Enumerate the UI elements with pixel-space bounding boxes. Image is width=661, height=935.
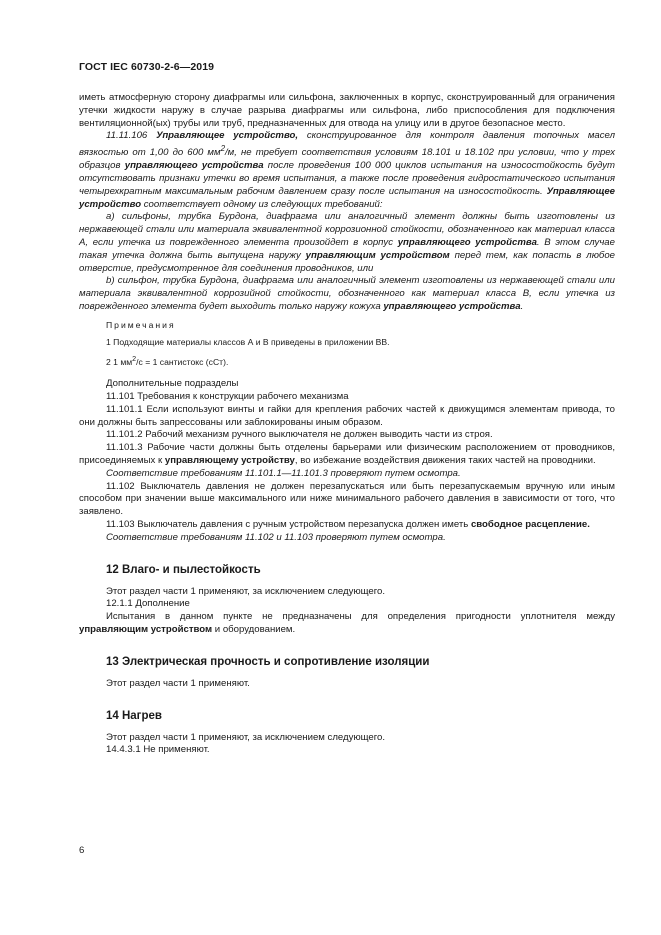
note-1: 1 Подходящие материалы классов А и В приведены в приложении ВВ. (106, 336, 390, 347)
section-14-4-3-1: 14.4.3.1 Не применяют. (106, 744, 210, 756)
conformity-2: Соответствие требованиям 11.102 и 11.103 проверяют путем осмотра. (106, 531, 446, 543)
section-12-1-1: 12.1.1 Дополнение (106, 598, 190, 610)
section-12-text: Испытания в данном пункте не предназначены для определения пригодности уплотнителя между управляющим устройством и оборудованием. (79, 611, 615, 635)
additional-subsections: Дополнительные подразделы (106, 378, 239, 390)
item-a: a) сильфоны, трубка Бурдона, диафрагма или аналогичный элемент должны быть изготовлены из нержавеющей стали или материала эквивалентной коррозионной стойкости, обозначенного как материал класса А, если утечка из поврежденного элемента произойдет в корпус управляющего устройства. В этом случае такая утечка должна быть выпущена наружу управляющим устройством перед тем, как попасть в любое отверстие, предусмотренное для соединения проводников, или (79, 211, 615, 274)
paragraph-11-101: 11.101 Требования к конструкции рабочего механизма (106, 391, 349, 402)
section-14-title: 14 Нагрев (106, 709, 162, 722)
paragraph-continuation: иметь атмосферную сторону диафрагмы или сильфона, заключенных в корпус, сконструированный для ограничения утечки жидкости наружу в случае разрыва диафрагмы или сильфона, либо приспособления для подключения вентиляционной(ых) трубы или труб, предназначенных для отвода на улицу или в другое безопасное место. (79, 92, 615, 129)
section-13-intro: Этот раздел части 1 применяют. (106, 677, 250, 689)
page-number: 6 (79, 845, 85, 856)
section-14-intro: Этот раздел части 1 применяют, за исключением следующего. (106, 731, 386, 743)
document-body (79, 92, 615, 757)
notes-title: Примечания (106, 319, 176, 330)
paragraph-11-102: 11.102 Выключатель давления не должен перезапускаться или быть перезапускаемым вручную или иным способом при значении выше максимального или ниже минимального рабочего давления в зависимости от того, что заявлено. (79, 480, 615, 518)
paragraph-11-103: 11.103 Выключатель давления с ручным устройством перезапуска должен иметь свободное расцепление. (106, 518, 590, 530)
conformity-1: Соответствие требованиям 11.101.1—11.101.3 проверяют путем осмотра. (106, 467, 461, 479)
paragraph-11-101-3: 11.101.3 Рабочие части должны быть отделены барьерами или физическим расположением от проводников, присоединяемых к управляющему устройству, во избежание воздействия движения таких частей на проводники. (79, 442, 615, 466)
paragraph-11-101-1: 11.101.1 Если используют винты и гайки для крепления рабочих частей к движущимся элементам привода, то они должны быть запрессованы или заблокированы иным образом. (79, 403, 615, 428)
paragraph-11-101-2: 11.101.2 Рабочий механизм ручного выключателя не должен выводить части из строя. (106, 429, 493, 441)
section-12-intro: Этот раздел части 1 применяют, за исключением следующего. (106, 585, 386, 597)
note-2: 2 1 $мм^2/с = 1$ сантистокс (сСт). (106, 355, 229, 367)
item-b: b) сильфон, трубка Бурдона, диафрагма или аналогичный элемент изготовлены из нержавеющей стали или материала эквивалентной коррозийной стойкости, обозначенного как материал класса В, если утечка из поврежденного элемента будет выходить только наружу кожуха управляющего устройства. (79, 275, 615, 312)
document-header: ГОСТ IEC 60730-2-6—2019 (79, 61, 215, 73)
section-12-title: 12 Влаго- и пылестойкость (106, 563, 261, 576)
section-13-title: 13 Электрическая прочность и сопротивление изоляции (106, 655, 430, 668)
paragraph-11-11-106: 11.11.106 Управляющее устройство, сконструированное для контроля давления топочных масел вязкостью от 1,00 до 600 $мм^2/м$, не требует соответствия условиям 18.101 и 18.102 при условии, что у трех образцов управляющего устройства после проведения 100 000 циклов испытания на износостойкость будут отсутствовать признаки утечки во время испытания, а также после проведения гидростатического испытания четырехкратным максимальным рабочим давлением сразу после испытания на износостойкость. Управляющее устройство соответствует одному из следующих требований: (79, 130, 615, 210)
